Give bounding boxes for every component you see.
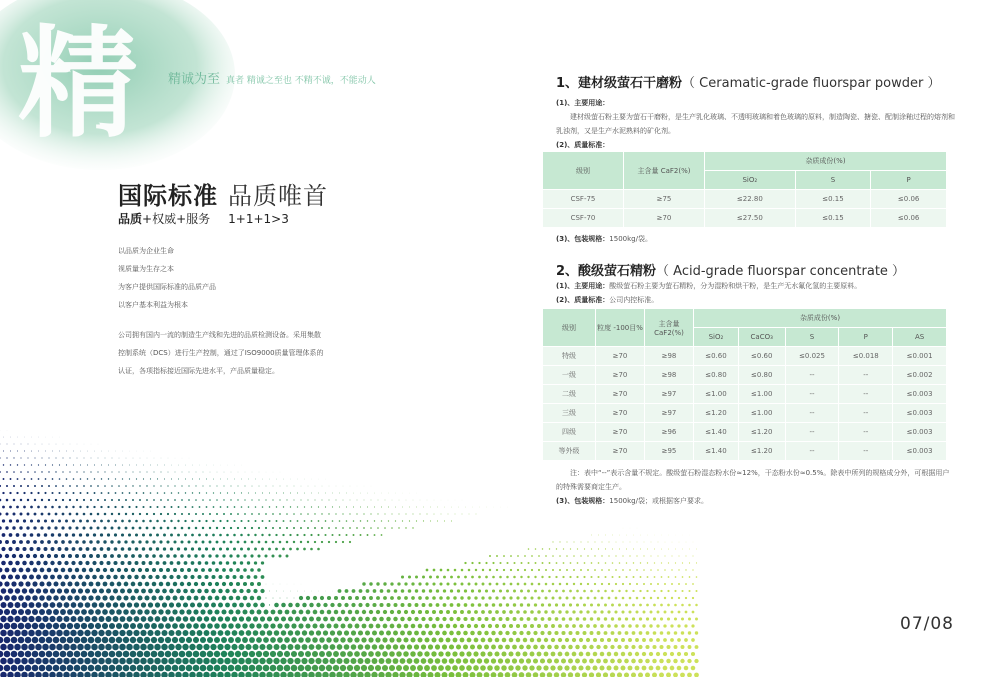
slogan-main: 精诚为至 bbox=[168, 72, 221, 87]
table-cell: -- bbox=[785, 404, 839, 423]
section2-use-label: (1)、主要用途： bbox=[556, 282, 610, 290]
company-line: 公司拥有国内一流的制造生产线和先进的品质检测设备。采用集散 bbox=[118, 331, 321, 339]
company-description bbox=[118, 326, 368, 380]
section1-spec-table bbox=[542, 151, 947, 228]
table-cell: -- bbox=[839, 442, 893, 461]
table-cell: ≤0.003 bbox=[893, 423, 947, 442]
table-header: 级别 bbox=[543, 152, 624, 190]
table-header: 粒度 -100目% bbox=[596, 309, 645, 347]
values-list bbox=[118, 242, 368, 314]
tagline bbox=[118, 210, 289, 227]
company-line: 认证，各项指标接近国际先进水平，产品质量稳定。 bbox=[118, 367, 279, 375]
table-cell: ≤1.00 bbox=[694, 385, 739, 404]
table-cell: ≤1.00 bbox=[738, 404, 785, 423]
table-cell: ≤0.15 bbox=[795, 190, 871, 209]
table-cell: CSF-70 bbox=[543, 209, 624, 228]
table-cell: ≤0.003 bbox=[893, 385, 947, 404]
table-cell: ≤0.018 bbox=[839, 347, 893, 366]
table-row bbox=[543, 404, 947, 423]
table-subheader: SiO₂ bbox=[694, 328, 739, 347]
table-header: 主含量 CaF2(%) bbox=[645, 309, 694, 347]
table-cell: ≤1.20 bbox=[694, 404, 739, 423]
table-cell: ≥70 bbox=[596, 423, 645, 442]
table-cell: ≤0.001 bbox=[893, 347, 947, 366]
table-cell: 等外级 bbox=[543, 442, 596, 461]
table-cell: CSF-75 bbox=[543, 190, 624, 209]
tagline-rest: +权威+服务 bbox=[142, 212, 211, 226]
section2-pack-label: (3)、包装规格： bbox=[556, 497, 610, 505]
tagline-equation: 1+1+1>3 bbox=[228, 212, 289, 226]
table-cell: ≥75 bbox=[624, 190, 705, 209]
table-cell: ≤0.06 bbox=[871, 209, 947, 228]
brush-calligraphy-graphic bbox=[0, 0, 240, 180]
table-row bbox=[543, 347, 947, 366]
table-cell: 一级 bbox=[543, 366, 596, 385]
value-line: 视质量为生存之本 bbox=[118, 265, 174, 273]
section1-pack bbox=[556, 232, 956, 246]
table-cell: ≤1.00 bbox=[738, 385, 785, 404]
table-header: 杂质成份(%) bbox=[705, 152, 947, 171]
table-cell: ≥70 bbox=[596, 385, 645, 404]
table-cell: -- bbox=[839, 423, 893, 442]
value-line: 以客户基本利益为根本 bbox=[118, 301, 188, 309]
section1-title-en: （ Ceramatic-grade fluorspar powder ） bbox=[682, 76, 941, 91]
section2-use bbox=[556, 279, 956, 307]
section2-note-block bbox=[556, 466, 956, 508]
page-number: 07/08 bbox=[900, 614, 954, 634]
section1-use-label: (1)、主要用途： bbox=[556, 99, 610, 107]
table-cell: ≥98 bbox=[645, 366, 694, 385]
section1-title-cn: 1、建材级萤石干磨粉 bbox=[556, 76, 683, 91]
brush-character: 精 bbox=[18, 13, 138, 154]
section1-title bbox=[556, 72, 940, 91]
table-subheader: SiO₂ bbox=[705, 171, 796, 190]
table-row bbox=[543, 423, 947, 442]
table-cell: ≥70 bbox=[624, 209, 705, 228]
headline-bold: 国际标准 bbox=[118, 182, 218, 210]
table-cell: -- bbox=[785, 385, 839, 404]
section1-pack-text: 1500kg/袋。 bbox=[609, 235, 652, 243]
section2-title-cn: 2、酸级萤石精粉 bbox=[556, 264, 657, 279]
table-cell: ≤27.50 bbox=[705, 209, 796, 228]
table-row bbox=[543, 366, 947, 385]
section2-pack-text: 1500kg/袋；或根据客户要求。 bbox=[609, 497, 708, 505]
table-row bbox=[543, 190, 947, 209]
section2-std-text: 公司内控标准。 bbox=[609, 296, 659, 304]
slogan bbox=[168, 68, 376, 87]
table-subheader: P bbox=[839, 328, 893, 347]
headline bbox=[118, 176, 328, 211]
table-cell: ≥97 bbox=[645, 385, 694, 404]
tagline-bold: 品质 bbox=[118, 212, 143, 226]
table-row bbox=[543, 385, 947, 404]
company-line: 控制系统（DCS）进行生产控制，通过了ISO9000质量管理体系的 bbox=[118, 349, 324, 357]
table-cell: 二级 bbox=[543, 385, 596, 404]
table-cell: ≤0.002 bbox=[893, 366, 947, 385]
table-cell: ≤0.60 bbox=[738, 347, 785, 366]
table-cell: -- bbox=[785, 442, 839, 461]
table-cell: -- bbox=[839, 366, 893, 385]
section2-use-text: 酸级萤石粉主要为萤石精粉，分为湿粉和烘干粉，是生产无水氟化氢的主要原料。 bbox=[609, 282, 862, 290]
table-cell: ≤0.15 bbox=[795, 209, 871, 228]
table-cell: 三级 bbox=[543, 404, 596, 423]
value-line: 为客户提供国际标准的品质产品 bbox=[118, 283, 216, 291]
table-cell: ≤0.06 bbox=[871, 190, 947, 209]
section1-use-text: 建材级萤石粉主要为萤石干磨粉，是生产乳化玻璃、不透明玻璃和着色玻璃的原料，制造陶瓷、搪瓷、配制涂釉过程的熔剂和乳浊剂，又是生产水泥熟料的矿化剂。 bbox=[556, 113, 955, 135]
table-subheader: S bbox=[795, 171, 871, 190]
table-cell: 四级 bbox=[543, 423, 596, 442]
table-cell: -- bbox=[785, 423, 839, 442]
table-cell: -- bbox=[785, 366, 839, 385]
table-header: 主含量 CaF2(%) bbox=[624, 152, 705, 190]
table-cell: ≤1.20 bbox=[738, 423, 785, 442]
table-cell: -- bbox=[839, 404, 893, 423]
table-cell: ≤22.80 bbox=[705, 190, 796, 209]
section1-pack-label: (3)、包装规格： bbox=[556, 235, 610, 243]
table-subheader: CaCO₃ bbox=[738, 328, 785, 347]
slogan-sub: 真者 精诚之至也 不精不诚，不能动人 bbox=[226, 76, 376, 86]
table-cell: -- bbox=[839, 385, 893, 404]
table-cell: ≤1.40 bbox=[694, 442, 739, 461]
table-subheader: S bbox=[785, 328, 839, 347]
table-cell: ≥96 bbox=[645, 423, 694, 442]
table-header: 杂质成份(%) bbox=[694, 309, 947, 328]
value-line: 以品质为企业生命 bbox=[118, 247, 174, 255]
table-cell: ≥98 bbox=[645, 347, 694, 366]
table-cell: ≤1.40 bbox=[694, 423, 739, 442]
table-header: 级别 bbox=[543, 309, 596, 347]
section1-std-label: (2)、质量标准： bbox=[556, 141, 610, 149]
section2-note: 注：表中“--”表示含量不规定。酸级萤石粉湿态粉水份≈12%，干态粉水份≈0.5%。除表中所列的规格成分外，可根据用户的特殊需要商定生产。 bbox=[556, 469, 950, 491]
table-cell: ≤1.20 bbox=[738, 442, 785, 461]
table-cell: ≥97 bbox=[645, 404, 694, 423]
table-cell: ≥70 bbox=[596, 442, 645, 461]
section2-std-label: (2)、质量标准： bbox=[556, 296, 610, 304]
table-cell: ≥95 bbox=[645, 442, 694, 461]
table-cell: ≤0.003 bbox=[893, 404, 947, 423]
table-row bbox=[543, 209, 947, 228]
table-cell: ≥70 bbox=[596, 366, 645, 385]
table-cell: ≤0.003 bbox=[893, 442, 947, 461]
section1-use bbox=[556, 96, 956, 152]
section2-title-en: （ Acid-grade fluorspar concentrate ） bbox=[656, 264, 906, 279]
table-cell: ≥70 bbox=[596, 347, 645, 366]
table-cell: ≤0.60 bbox=[694, 347, 739, 366]
table-subheader: P bbox=[871, 171, 947, 190]
section2-title bbox=[556, 260, 905, 279]
table-cell: ≥70 bbox=[596, 404, 645, 423]
table-cell: 特级 bbox=[543, 347, 596, 366]
headline-light: 品质唯首 bbox=[228, 182, 328, 210]
section2-spec-table bbox=[542, 308, 947, 461]
table-cell: ≤0.80 bbox=[738, 366, 785, 385]
table-row bbox=[543, 442, 947, 461]
table-subheader: AS bbox=[893, 328, 947, 347]
table-cell: ≤0.80 bbox=[694, 366, 739, 385]
table-cell: ≤0.025 bbox=[785, 347, 839, 366]
